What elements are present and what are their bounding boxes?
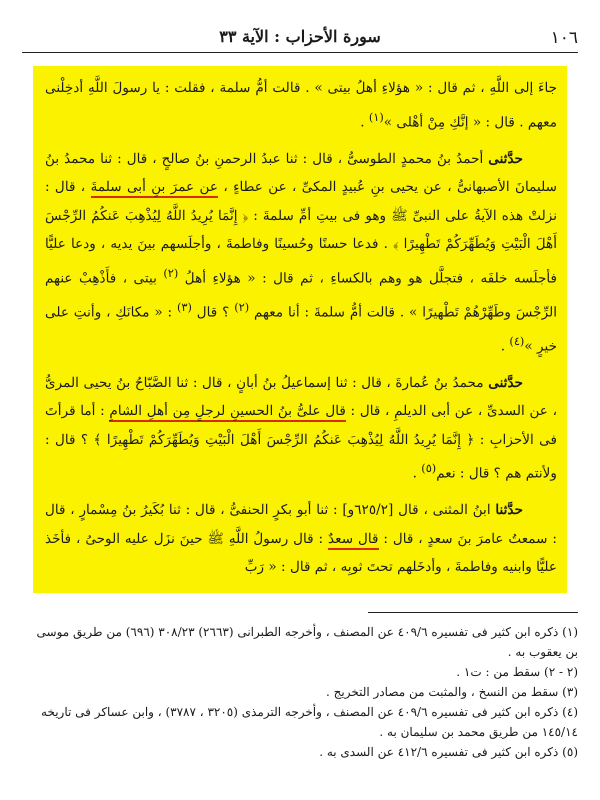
narration-lead: حدَّثنا <box>495 502 523 519</box>
text-segment: ؟ قال <box>191 304 235 321</box>
highlighted-text-block <box>33 66 567 593</box>
footnote-2: (٢ - ٢) سقط من : ت١ . <box>456 665 578 679</box>
text-segment: : « مكانَكِ ، وأنتِ على خيرٍ » <box>45 304 557 355</box>
narration-lead: حدَّثنى <box>488 150 523 167</box>
footnote-3: (٣) سقط من النسخ ، والمثبت من مصادر التخريج . <box>326 685 578 699</box>
text-segment: . <box>360 114 369 131</box>
paragraph-1 <box>45 74 557 137</box>
footnote-5: (٥) ذكره ابن كثير فى تفسيره ٤١٢/٦ عن السدى به . <box>319 745 578 759</box>
text-segment: : قال رسولُ اللَّهِ ﷺ حينَ نزَل عليه الوحىُ ، فأخَذ عليًّا وابنيه وفاطمةَ ، وأدخَلهم تحتَ ثوبِه ، ثم قال : « رَبِّ <box>45 530 557 576</box>
paragraph-3 <box>45 369 557 489</box>
paragraph-2 <box>45 145 557 361</box>
footnote-ref: (٢) <box>234 299 250 314</box>
underlined-narrator: قال علىُّ بنُ الحسينِ لرجلٍ مِن أهلِ الشامِ <box>109 403 345 422</box>
text-segment: : ثنا أبو بكرٍ الحنفىُّ ، قال : ثنا بُكَيرُ بنُ مِسْمارٍ ، قال : سمعتُ عامرَ بنَ سعدٍ ، قال : <box>45 502 557 547</box>
manuscript-folio-ref: [٦٢٥/٢و] <box>342 502 394 519</box>
footnote-ref: (٢) <box>163 265 179 280</box>
running-header <box>22 26 578 53</box>
text-segment: بيتى ، فأَذْهِبْ عنهم الرِّجْسَ وطَهِّرْهُمْ تَطْهيرًا » . قالت أمُّ سلمةَ : أنا معهم <box>45 270 557 321</box>
text-segment: جاءَ إلى اللَّهِ ، ثم قال : « هؤلاءِ أهلُ بيتى » . قالت أمُّ سلمة ، فقلت : يا رسولَ اللَّهِ أدخِلْنى معهم . قال : « إنَّكِ مِنْ أهْلى » <box>45 80 557 131</box>
footnote-separator <box>368 612 578 613</box>
narration-lead: حدَّثنى <box>488 374 523 391</box>
footnote-ref: (٥) <box>421 461 437 476</box>
text-segment: ابنُ المثنى ، قال <box>393 502 496 519</box>
footnote-ref: (٤) <box>509 333 525 348</box>
footnotes <box>28 622 578 762</box>
text-segment: : أما قرأتَ فى الأحزابِ : ﴿ إِنَّمَا يُرِيدُ اللَّهُ لِيُذْهِبَ عَنكُمُ الرِّجْسَ أَهْلَ الْبَيْتِ وَيُطَهِّرَكُمْ تَطْهِيرًا ﴾ ؟ قال : ولأنتم هم ؟ قال : نعم <box>45 403 557 482</box>
running-title: سورة الأحزاب : الآية ٣٣ <box>219 27 381 46</box>
underlined-narrator: قال سعدٌ <box>328 531 378 550</box>
footnote-4: (٤) ذكره ابن كثير فى تفسيره ٤٠٩/٦ عن المصنف ، وأخرجه الترمذى (٣٢٠٥ ، ٣٧٨٧) ، وابن عساكر فى تاريخه ١٤٥/١٤ من طريق محمد بن سليمان به . <box>41 705 578 739</box>
text-segment: ، قال : نزلتْ هذه الآيةُ على النبىِّ ﷺ وهو فى بيتِ أمِّ سلمةَ : ﴿ إِنَّمَا يُرِيدُ اللَّهُ لِيُذْهِبَ عَنكُمُ الرِّجْسَ أَهْلَ الْبَيْتِ وَيُطَهِّرَكُمْ تَطْهِيرًا ﴾ . فدعا حسنًا وحُسينًا وفاطمةَ ، وأجلَسهم بينَ يديه ، ودعا عليًّا فأجلَسه خلفَه ، فتجلَّل هو وهم بالكساءِ ، ثم قال : « هؤلاءِ أهلُ <box>45 179 557 287</box>
underlined-narrator: عن عمرَ بنِ أبى سلمةَ <box>91 179 218 198</box>
text-segment: أحمدُ بنُ محمدٍ الطوسىُّ ، قال : ثنا عبدُ الرحمنِ بنُ صالحٍ ، قال : ثنا محمدُ بنُ سليمانَ الأصبهانىُّ ، عن يحيى بنِ عُبيدٍ المكىِّ ، عن عطاءٍ ، <box>45 150 557 196</box>
footnote-1: (١) ذكره ابن كثير فى تفسيره ٤٠٩/٦ عن المصنف ، وأخرجه الطبرانى (٢٦٦٣) ٣٠٨/٢٣ (٦٩٦) من طريق موسى بن يعقوب به . <box>36 625 578 659</box>
page-number: ١٠٦ <box>550 28 578 48</box>
text-segment: . <box>412 465 422 482</box>
footnote-ref: (١) <box>368 109 384 124</box>
text-segment: محمدُ بنُ عُمارةَ ، قال : ثنا إسماعيلُ بنُ أبانٍ ، قال : ثنا الصَّبّاحُ بنُ يحيى المرىُّ ، عن السدىِّ ، عن أبى الديلمِ ، قال : <box>45 374 557 420</box>
paragraph-4 <box>45 496 557 582</box>
text-segment: . <box>500 338 510 355</box>
footnote-ref: (٣) <box>176 299 192 314</box>
